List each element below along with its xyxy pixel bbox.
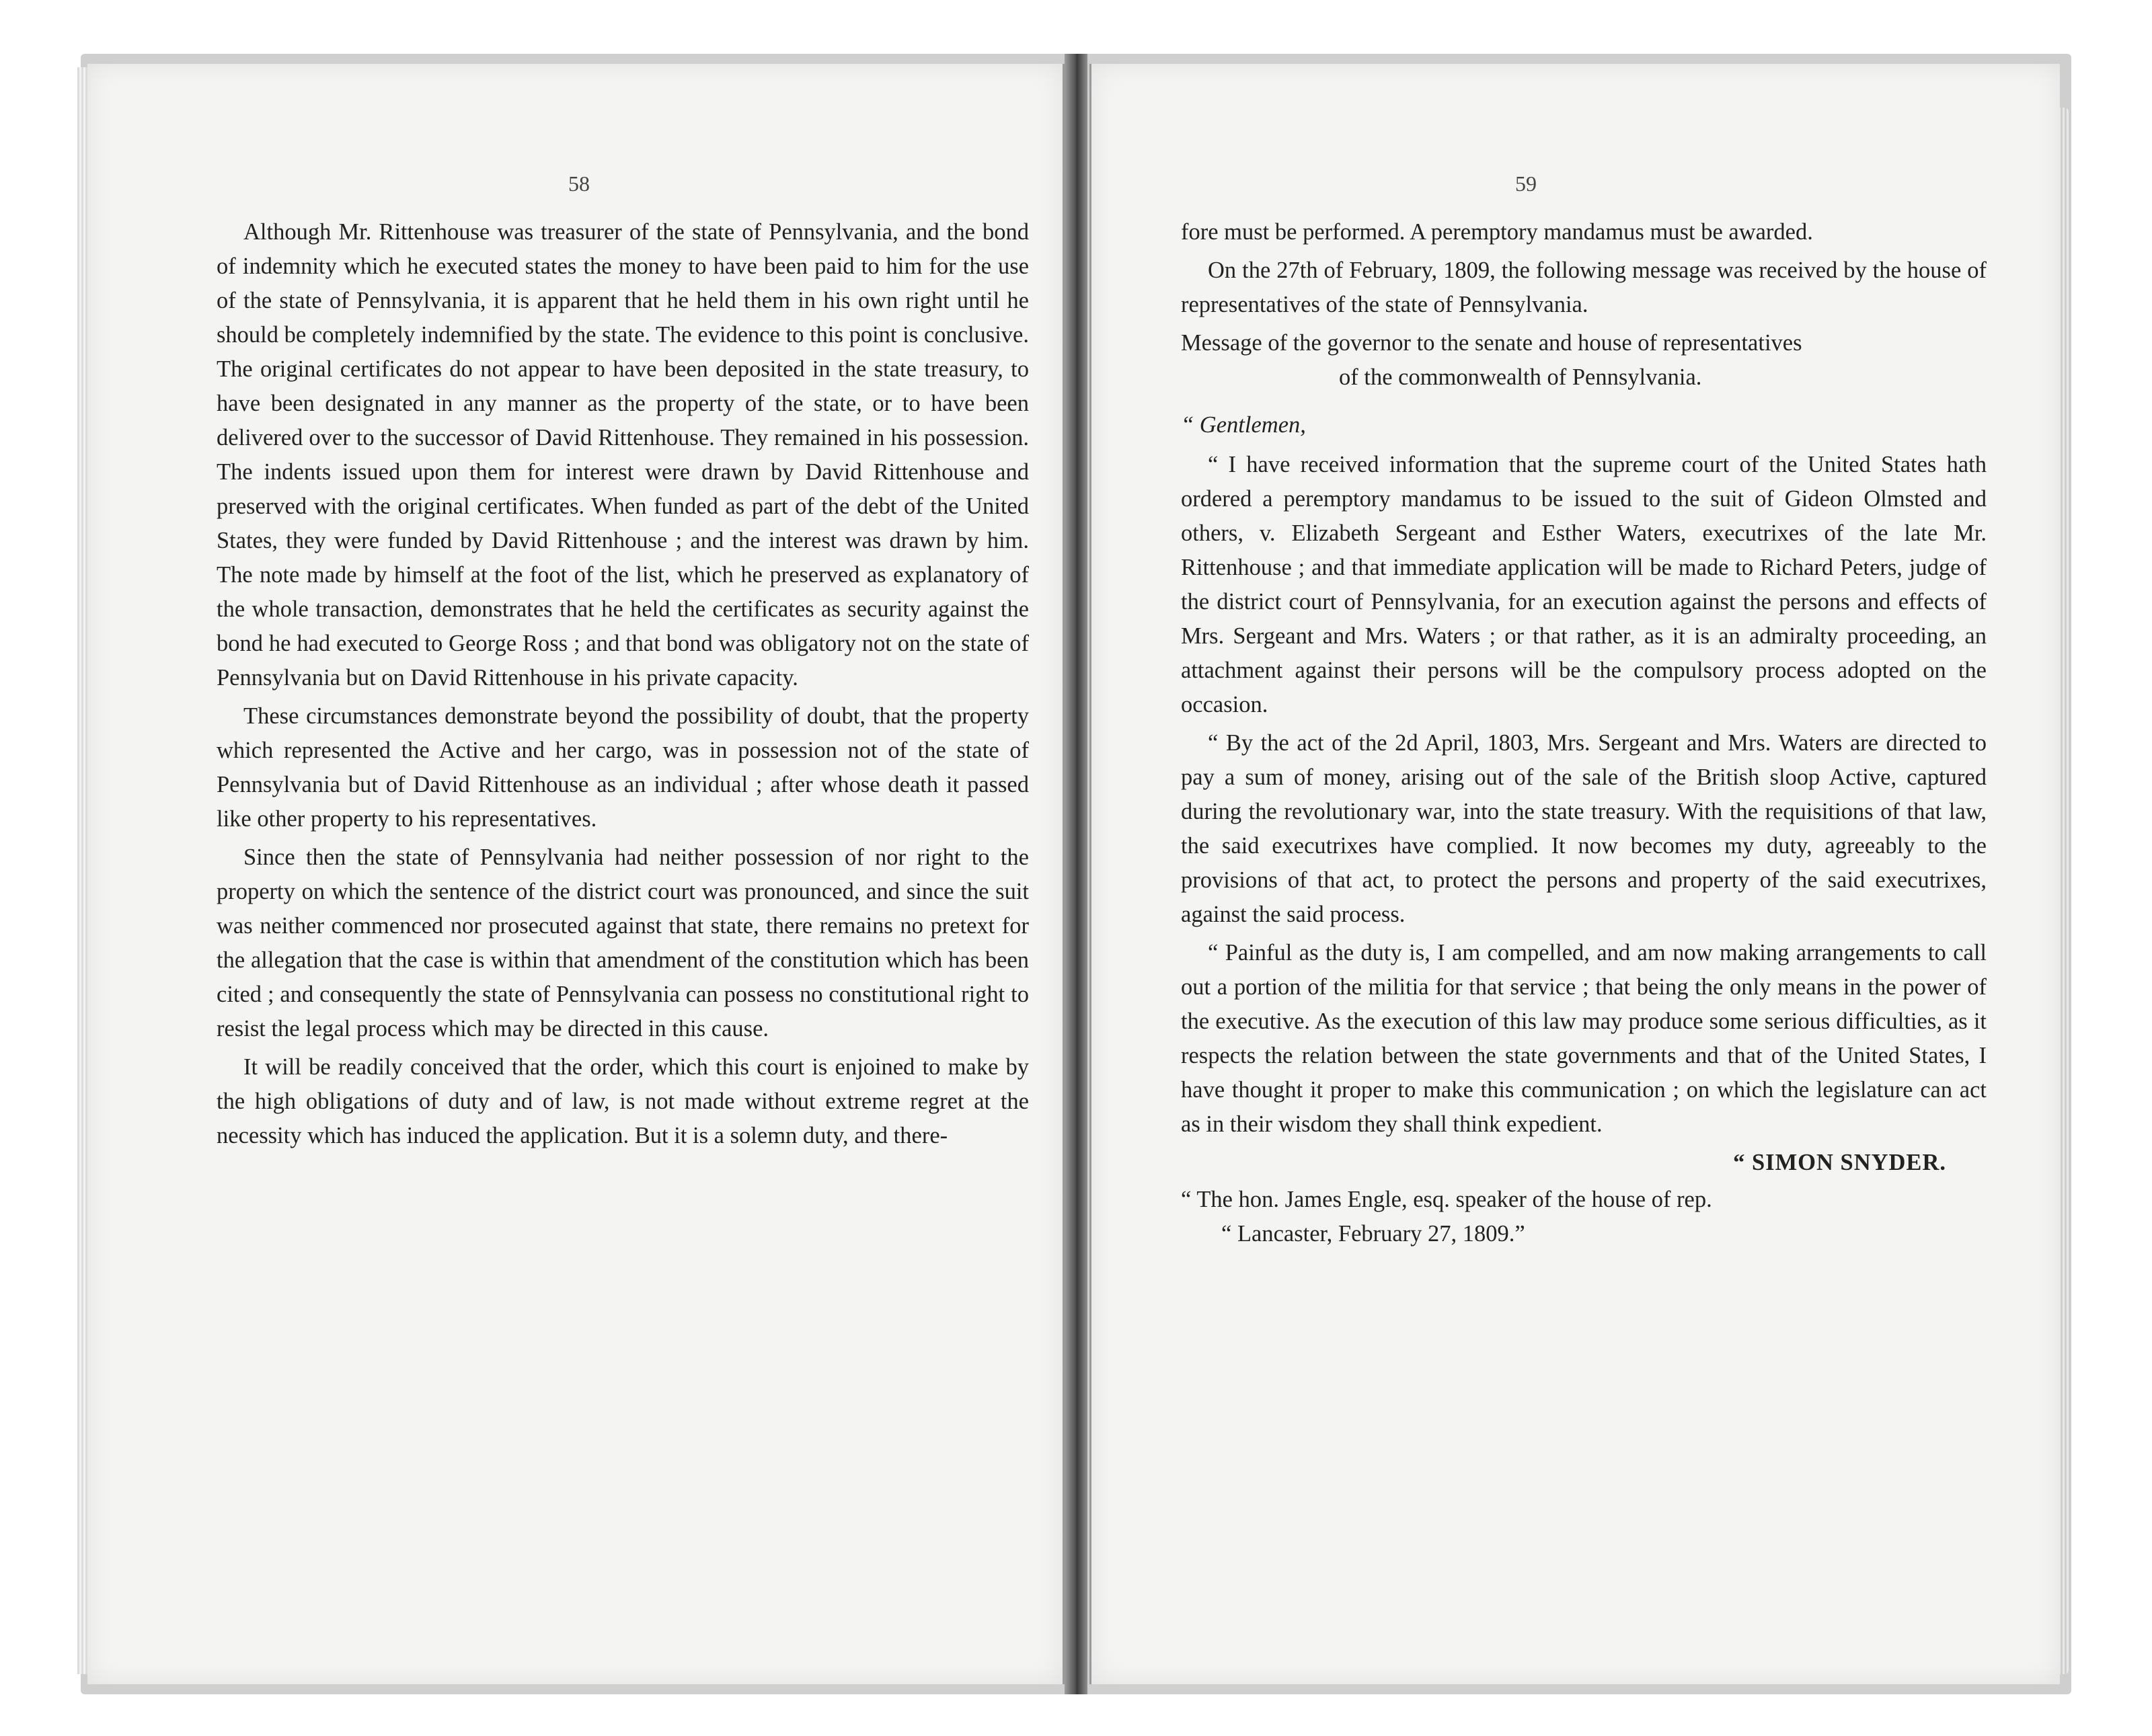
message-heading	[1181, 326, 1987, 395]
paragraph: It will be readily conceived that the order, which this court is enjoined to make by the high obligations of duty and of law, is not made without extreme regret at the necessity which has induced the application. But it is a solemn duty, and there-	[217, 1054, 1029, 1148]
paragraph: These circumstances demonstrate beyond the possibility of doubt, that the property which represented the Active and her cargo, was in possession not of the state of Pennsylvania but of David Rittenhouse as an individual ; after whose death it passed like other property to his representatives.	[217, 703, 1029, 832]
left-page	[87, 64, 1065, 1684]
book-gutter	[1065, 54, 1087, 1694]
continuation-paragraph: fore must be performed. A peremptory mandamus must be awarded.	[1181, 219, 1813, 245]
right-page-text	[1181, 215, 1987, 1251]
salutation: “ Gentlemen,	[1181, 412, 1306, 438]
right-page	[1089, 64, 2060, 1684]
message-heading-line-1: Message of the governor to the senate and house of representatives	[1181, 330, 1802, 356]
paragraph: Since then the state of Pennsylvania had neither possession of nor right to the property on which the sentence of the district court was pronounced, and since the suit was neither commenced nor prosecuted against that state, there remains no pretext for the allegation that the case is within that amendment of the constitution which has been cited ; and consequently the state of Pennsylvania can possess no constitutional right to resist the legal process which may be directed in this cause.	[217, 844, 1029, 1041]
place-date-note: “ Lancaster, February 27, 1809.”	[1221, 1221, 1525, 1247]
signature: “ SIMON SNYDER.	[1733, 1150, 1946, 1175]
paragraph: “ Painful as the duty is, I am compelled, and am now making arrangements to call out a portion of the militia for that service ; that being the only means in the power of the executive. As the execution of this law may produce some serious difficulties, as it respects the relation between the state governments and that of the United States, I have thought it proper to make this communication ; on which the legislature can act as in their wisdom they shall think expedient.	[1181, 940, 1987, 1137]
page-number-left: 58	[568, 171, 590, 196]
left-page-text	[217, 215, 1029, 1157]
intro-paragraph: On the 27th of February, 1809, the following message was received by the house of representatives of the state of Pennsylvania.	[1181, 258, 1987, 317]
paragraph: “ I have received information that the supreme court of the United States hath ordered a peremptory mandamus to be issued to the suit of Gideon Olmsted and others, v. Elizabeth Sergeant and Esther Waters, executrixes of the late Mr. Rittenhouse ; and that immediate application will be made to Richard Peters, judge of the district court of Pennsylvania, for an execution against the persons and effects of Mrs. Sergeant and Mrs. Waters ; or that rather, as it is an admiralty proceeding, an attachment against their persons will be the compulsory process adopted on the occasion.	[1181, 452, 1987, 717]
addressee-note: “ The hon. James Engle, esq. speaker of the house of rep.	[1181, 1187, 1712, 1212]
page-number-right: 59	[1515, 171, 1537, 196]
paragraph: “ By the act of the 2d April, 1803, Mrs. Sergeant and Mrs. Waters are directed to pay a sum of money, arising out of the sale of the British sloop Active, captured during the revolutionary war, into the state treasury. With the requisitions of that law, the said executrixes have complied. It now becomes my duty, agreeably to the provisions of that act, to protect the persons and property of the said executrixes, against the said process.	[1181, 730, 1987, 927]
message-heading-line-2: of the commonwealth of Pennsylvania.	[1339, 364, 1702, 390]
paragraph: Although Mr. Rittenhouse was treasurer of the state of Pennsylvania, and the bond of indemnity which he executed states the money to have been paid to him for the use of the state of Pennsylvania, it is apparent that he held them in his own right until he should be completely indemnified by the state. The evidence to this point is conclusive. The original certificates do not appear to have been deposited in the state treasury, to have been designated in any manner as the property of the state, or to have been delivered over to the successor of David Rittenhouse. They remained in his possession. The indents issued upon them for interest were drawn by David Rittenhouse and preserved with the original certificates. When funded as part of the debt of the United States, they were funded by David Rittenhouse ; and the interest was drawn by him. The note made by himself at the foot of the list, which he preserved as explanatory of the whole transaction, demonstrates that he held the certificates as security against the bond he had executed to George Ross ; and that bond was obligatory not on the state of Pennsylvania but on David Rittenhouse in his private capacity.	[217, 219, 1029, 691]
